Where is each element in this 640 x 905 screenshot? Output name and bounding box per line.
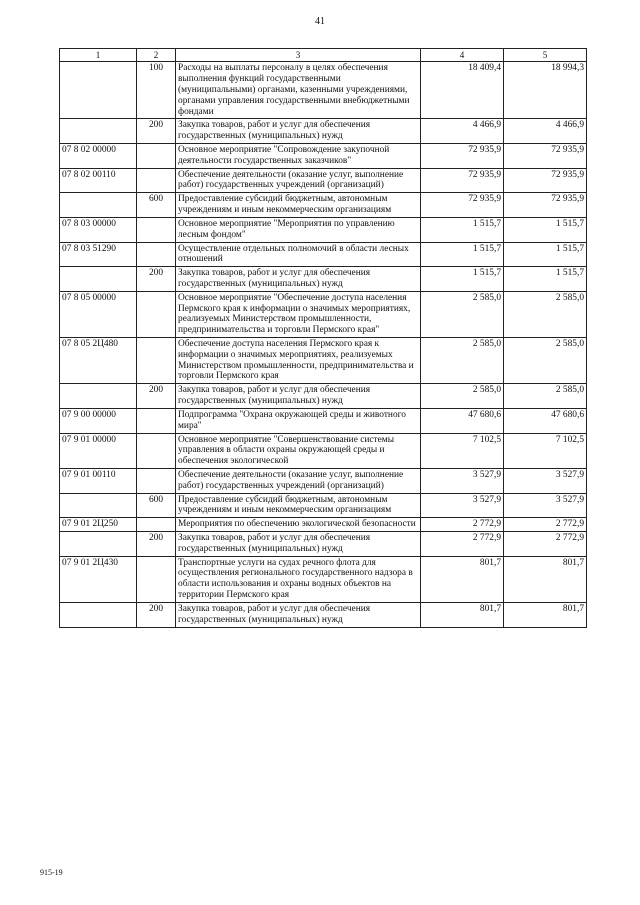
value-year-1: 3 527,9	[421, 493, 504, 518]
item-name: Предоставление субсидий бюджетным, автономным учреждениям и иным некоммерческим организациям	[176, 493, 421, 518]
value-year-2: 801,7	[504, 556, 587, 602]
expense-type-code: 200	[137, 119, 176, 144]
item-name: Основное мероприятие "Совершенствование системы управления в области охраны окружающей среды и обеспечения экологической	[176, 433, 421, 468]
value-year-2: 1 515,7	[504, 217, 587, 242]
target-article-code	[60, 384, 137, 409]
table-row	[60, 217, 587, 242]
value-year-2: 72 935,9	[504, 168, 587, 193]
item-name: Мероприятия по обеспечению экологической безопасности	[176, 518, 421, 532]
value-year-1: 1 515,7	[421, 217, 504, 242]
budget-table	[59, 48, 587, 628]
expense-type-code: 200	[137, 267, 176, 292]
value-year-2: 3 527,9	[504, 493, 587, 518]
header-col-4: 4	[421, 49, 504, 62]
target-article-code	[60, 493, 137, 518]
header-col-2: 2	[137, 49, 176, 62]
target-article-code: 07 9 00 00000	[60, 408, 137, 433]
expense-type-code	[137, 291, 176, 337]
expense-type-code	[137, 338, 176, 384]
table-row	[60, 493, 587, 518]
target-article-code: 07 8 02 00000	[60, 144, 137, 169]
item-name: Транспортные услуги на судах речного флота для осуществления регионального государственного надзора в области использования и охраны водных объектов на территории Пермского края	[176, 556, 421, 602]
value-year-2: 2 772,9	[504, 532, 587, 557]
item-name: Закупка товаров, работ и услуг для обеспечения государственных (муниципальных) нужд	[176, 384, 421, 409]
item-name: Обеспечение доступа населения Пермского края к информации о значимых мероприятиях, реализуемых Министерством промышленности, предпринимательства и торговли Пермского края	[176, 338, 421, 384]
target-article-code	[60, 532, 137, 557]
table-header-row	[60, 49, 587, 62]
value-year-1: 18 409,4	[421, 62, 504, 119]
value-year-1: 2 772,9	[421, 532, 504, 557]
value-year-2: 2 585,0	[504, 291, 587, 337]
table-row	[60, 62, 587, 119]
value-year-2: 47 680,6	[504, 408, 587, 433]
value-year-2: 3 527,9	[504, 468, 587, 493]
item-name: Расходы на выплаты персоналу в целях обеспечения выполнения функций государственными (муниципальными) органами, казенными учреждениями, органами управления государственными внебюджетными фондами	[176, 62, 421, 119]
target-article-code	[60, 602, 137, 627]
item-name: Закупка товаров, работ и услуг для обеспечения государственных (муниципальных) нужд	[176, 267, 421, 292]
target-article-code: 07 8 05 00000	[60, 291, 137, 337]
value-year-2: 2 585,0	[504, 338, 587, 384]
value-year-2: 4 466,9	[504, 119, 587, 144]
header-col-5: 5	[504, 49, 587, 62]
expense-type-code: 200	[137, 384, 176, 409]
header-col-3: 3	[176, 49, 421, 62]
expense-type-code	[137, 556, 176, 602]
value-year-2: 1 515,7	[504, 267, 587, 292]
table-row	[60, 267, 587, 292]
table-row	[60, 556, 587, 602]
value-year-2: 72 935,9	[504, 144, 587, 169]
value-year-1: 1 515,7	[421, 267, 504, 292]
item-name: Основное мероприятие "Сопровождение закупочной деятельности государственных заказчиков"	[176, 144, 421, 169]
target-article-code: 07 8 03 51290	[60, 242, 137, 267]
target-article-code: 07 8 03 00000	[60, 217, 137, 242]
table-row	[60, 518, 587, 532]
value-year-2: 2 772,9	[504, 518, 587, 532]
value-year-1: 72 935,9	[421, 193, 504, 218]
target-article-code: 07 9 01 00000	[60, 433, 137, 468]
target-article-code: 07 9 01 2Ц430	[60, 556, 137, 602]
value-year-2: 72 935,9	[504, 193, 587, 218]
footer-code: 915-19	[40, 868, 63, 877]
target-article-code	[60, 193, 137, 218]
table-row	[60, 168, 587, 193]
value-year-2: 1 515,7	[504, 242, 587, 267]
table-row	[60, 384, 587, 409]
item-name: Закупка товаров, работ и услуг для обеспечения государственных (муниципальных) нужд	[176, 119, 421, 144]
value-year-1: 72 935,9	[421, 168, 504, 193]
value-year-1: 72 935,9	[421, 144, 504, 169]
table-row	[60, 433, 587, 468]
item-name: Закупка товаров, работ и услуг для обеспечения государственных (муниципальных) нужд	[176, 532, 421, 557]
target-article-code	[60, 62, 137, 119]
table-row	[60, 119, 587, 144]
value-year-1: 2 585,0	[421, 338, 504, 384]
expense-type-code	[137, 433, 176, 468]
target-article-code: 07 9 01 2Ц250	[60, 518, 137, 532]
value-year-1: 1 515,7	[421, 242, 504, 267]
table-row	[60, 532, 587, 557]
value-year-1: 47 680,6	[421, 408, 504, 433]
value-year-1: 2 585,0	[421, 384, 504, 409]
expense-type-code	[137, 144, 176, 169]
table-row	[60, 144, 587, 169]
table-row	[60, 242, 587, 267]
expense-type-code: 600	[137, 193, 176, 218]
table-row	[60, 338, 587, 384]
target-article-code: 07 8 02 00110	[60, 168, 137, 193]
expense-type-code	[137, 217, 176, 242]
table-row	[60, 408, 587, 433]
target-article-code	[60, 267, 137, 292]
page-number: 41	[315, 16, 325, 27]
item-name: Основное мероприятие "Мероприятия по управлению лесным фондом"	[176, 217, 421, 242]
expense-type-code: 200	[137, 532, 176, 557]
header-col-1: 1	[60, 49, 137, 62]
value-year-1: 801,7	[421, 556, 504, 602]
item-name: Обеспечение деятельности (оказание услуг, выполнение работ) государственных учреждений (организаций)	[176, 468, 421, 493]
value-year-1: 4 466,9	[421, 119, 504, 144]
item-name: Подпрограмма "Охрана окружающей среды и животного мира"	[176, 408, 421, 433]
expense-type-code: 100	[137, 62, 176, 119]
item-name: Закупка товаров, работ и услуг для обеспечения государственных (муниципальных) нужд	[176, 602, 421, 627]
value-year-2: 7 102,5	[504, 433, 587, 468]
value-year-1: 3 527,9	[421, 468, 504, 493]
item-name: Предоставление субсидий бюджетным, автономным учреждениям и иным некоммерческим организациям	[176, 193, 421, 218]
expense-type-code	[137, 518, 176, 532]
expense-type-code	[137, 242, 176, 267]
expense-type-code	[137, 408, 176, 433]
value-year-2: 801,7	[504, 602, 587, 627]
table-row	[60, 291, 587, 337]
expense-type-code	[137, 168, 176, 193]
item-name: Основное мероприятие "Обеспечение доступа населения Пермского края к информации о значимых мероприятиях, реализуемых Министерством промышленности, предпринимательства и торговли Пермского края"	[176, 291, 421, 337]
table-row	[60, 193, 587, 218]
target-article-code	[60, 119, 137, 144]
item-name: Осуществление отдельных полномочий в области лесных отношений	[176, 242, 421, 267]
expense-type-code: 200	[137, 602, 176, 627]
value-year-1: 801,7	[421, 602, 504, 627]
target-article-code: 07 8 05 2Ц480	[60, 338, 137, 384]
target-article-code: 07 9 01 00110	[60, 468, 137, 493]
value-year-1: 7 102,5	[421, 433, 504, 468]
expense-type-code: 600	[137, 493, 176, 518]
value-year-1: 2 772,9	[421, 518, 504, 532]
value-year-2: 18 994,3	[504, 62, 587, 119]
value-year-2: 2 585,0	[504, 384, 587, 409]
table-row	[60, 468, 587, 493]
expense-type-code	[137, 468, 176, 493]
table-row	[60, 602, 587, 627]
value-year-1: 2 585,0	[421, 291, 504, 337]
item-name: Обеспечение деятельности (оказание услуг, выполнение работ) государственных учреждений (организаций)	[176, 168, 421, 193]
